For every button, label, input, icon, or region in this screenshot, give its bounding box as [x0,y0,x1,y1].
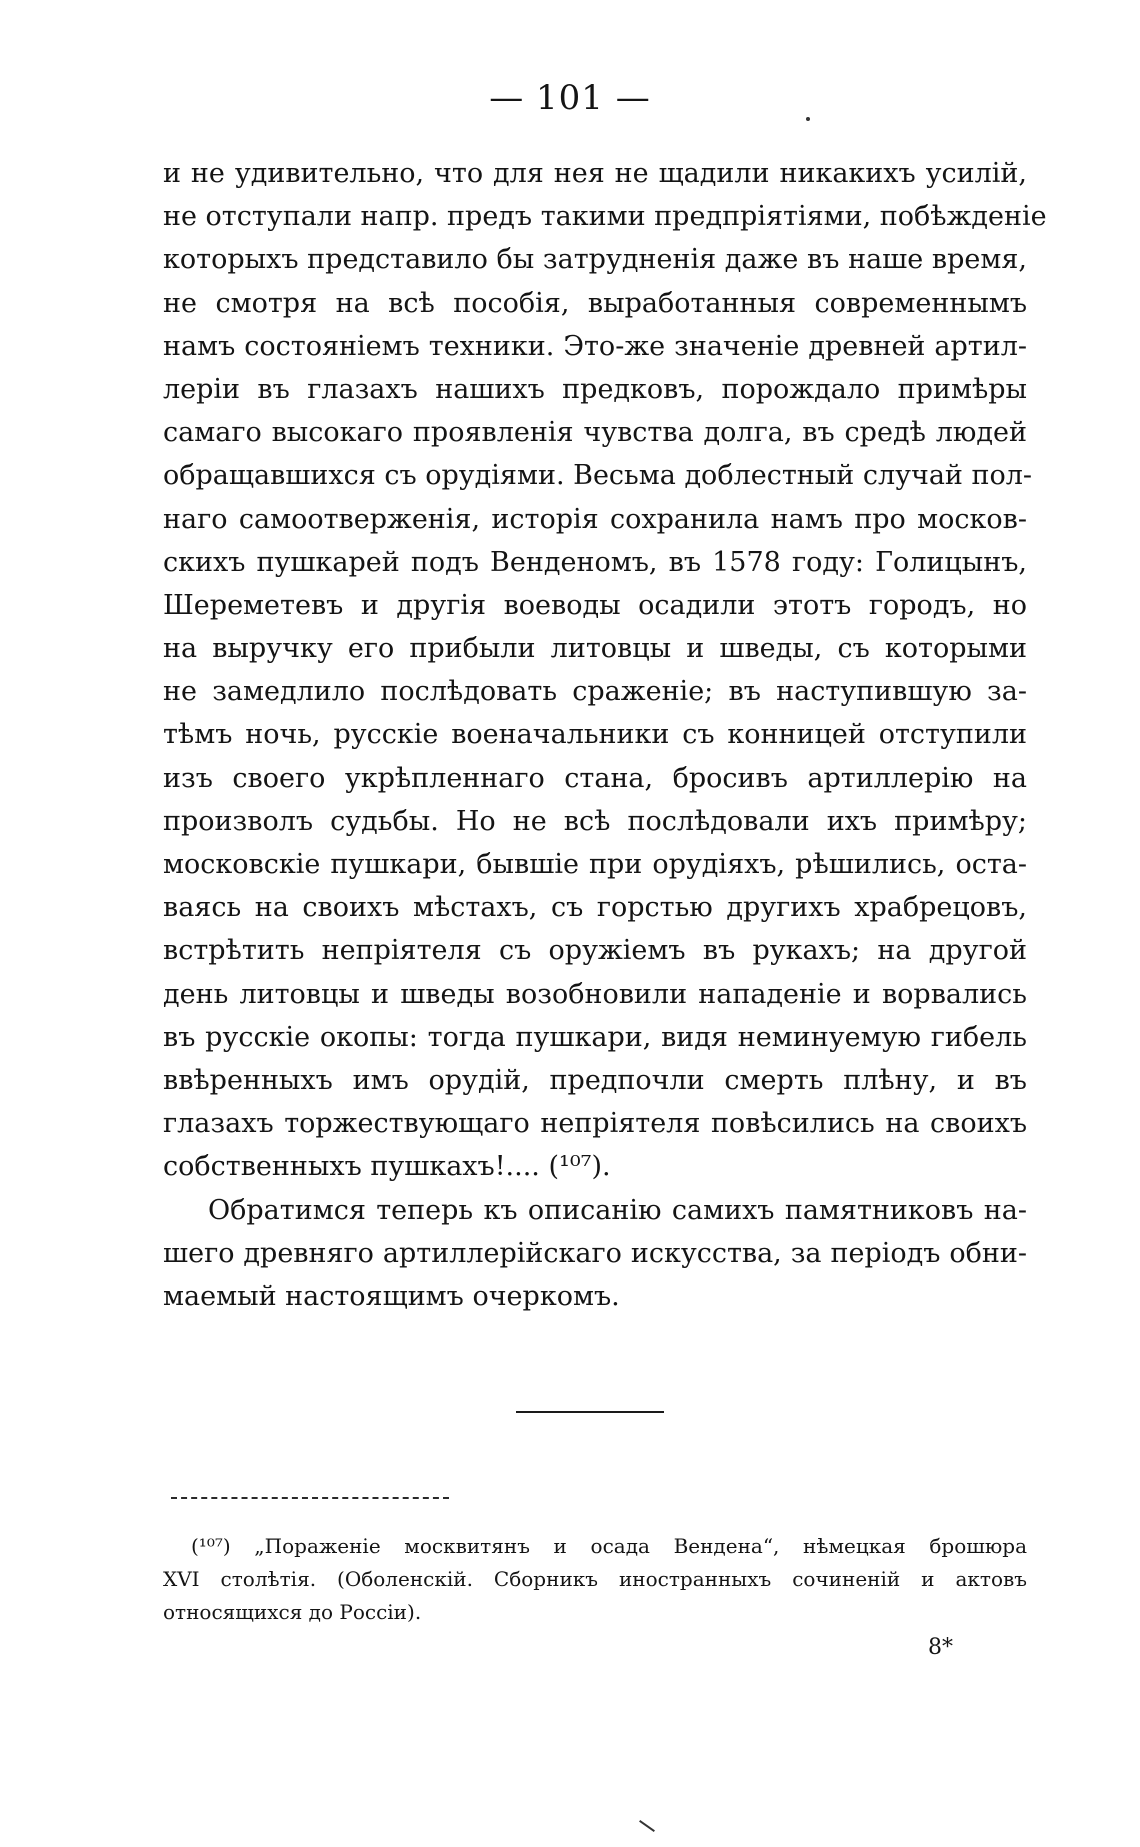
text-line: на выручку его прибыли литовцы и шведы, съ которыми [163,633,1027,665]
print-speck [806,117,810,121]
text-line: и не удивительно, что для нея не щадили никакихъ усилій, [163,158,1027,189]
text-line: не замедлило послѣдовать сраженіе; въ наступившую за- [163,676,1027,708]
text-line: тѣмъ ночь, русскіе военачальники съ конницей отступили [163,719,1027,751]
text-line: скихъ пушкарей подъ Венденомъ, въ 1578 году: Голицынъ, [163,546,1027,578]
main-text [163,152,1047,1318]
text-line: встрѣтить непріятеля съ оружіемъ въ рукахъ; на другой [163,935,1027,967]
footnote [163,1530,1027,1629]
text-line: ваясь на своихъ мѣстахъ, съ горстью другихъ храбрецовъ, [163,892,1027,924]
print-speck [639,1820,655,1832]
text-line: самаго высокаго проявленія чувства долга, въ средѣ людей [163,417,1027,449]
text-line: наго самоотверженія, исторія сохранила намъ про москов- [163,503,1027,535]
text-line: въ русскіе окопы: тогда пушкари, видя неминуемую гибель [163,1021,1027,1053]
footnote-line: относящихся до Россіи). [163,1600,422,1624]
text-line: ввѣренныхъ имъ орудій, предпочли смерть плѣну, и въ [163,1064,1027,1096]
text-line: шего древняго артиллерійскаго искусства, за періодъ обни- [163,1237,1027,1269]
text-line: день литовцы и шведы возобновили нападеніе и ворвались [163,978,1027,1010]
page-number: — 101 — [489,78,651,118]
text-line: намъ состояніемъ техники. Это-же значеніе древней артил- [163,330,1027,362]
text-line: московскіе пушкари, бывшіе при орудіяхъ, рѣшились, оста- [163,849,1027,880]
section-divider [516,1411,664,1413]
text-line: маемый настоящимъ очеркомъ. [163,1280,620,1312]
text-line: собственныхъ пушкахъ!.... (¹⁰⁷). [163,1151,611,1183]
text-line: произволъ судьбы. Но не всѣ послѣдовали ихъ примѣру; [163,805,1027,837]
text-line: не смотря на всѣ пособія, выработанныя современнымъ [163,287,1027,319]
paragraph-start-line: Обратимся теперь къ описанію самихъ памятниковъ на- [208,1194,1027,1226]
footnote-line: (¹⁰⁷) „Пораженіе москвитянъ и осада Вендена“, нѣмецкая брошюра [191,1534,1027,1558]
text-line: которыхъ представило бы затрудненія даже въ наше время, [163,244,1027,276]
text-line: изъ своего укрѣпленнаго стана, бросивъ артиллерію на [163,762,1027,794]
text-line: обращавшихся съ орудіями. Весьма доблестный случай пол- [163,460,1033,492]
text-line: не отступали напр. предъ такими предпріятіями, побѣжденіе [163,201,1047,233]
footnote-line: XVI столѣтія. (Оболенскій. Сборникъ иностранныхъ сочиненій и актовъ [163,1567,1027,1591]
text-line: глазахъ торжествующаго непріятеля повѣсились на своихъ [163,1108,1027,1140]
text-line: леріи въ глазахъ нашихъ предковъ, порождало примѣры [163,373,1027,405]
text-line: Шереметевъ и другія воеводы осадили этотъ городъ, но [163,589,1027,621]
footnote-separator [171,1497,449,1499]
printer-signature-mark: 8* [928,1635,953,1660]
